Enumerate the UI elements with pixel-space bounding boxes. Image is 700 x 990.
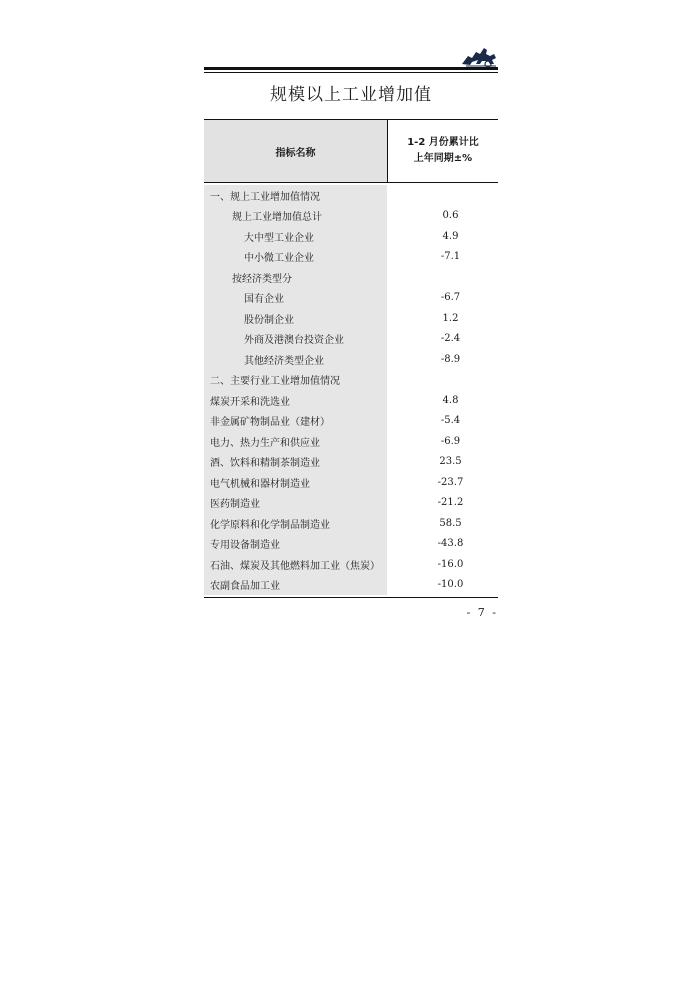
row-label: 其他经济类型企业 xyxy=(204,349,387,370)
row-label: 股份制企业 xyxy=(204,308,387,329)
column-header-value xyxy=(388,120,498,182)
row-value: -6.9 xyxy=(440,435,461,447)
table-row xyxy=(204,349,498,370)
table-row xyxy=(204,370,498,391)
table-body xyxy=(204,183,498,597)
row-label: 医药制造业 xyxy=(204,493,387,514)
table-row xyxy=(204,411,498,432)
table-row xyxy=(204,247,498,268)
row-value: 1.2 xyxy=(442,312,459,324)
table-row xyxy=(204,226,498,247)
row-value: 58.5 xyxy=(439,517,462,529)
table-row xyxy=(204,534,498,555)
row-label: 大中型工业企业 xyxy=(204,226,387,247)
row-label: 中小微工业企业 xyxy=(204,247,387,268)
row-label: 石油、煤炭及其他燃料加工业（焦炭） xyxy=(204,554,387,575)
row-label: 电气机械和器材制造业 xyxy=(204,472,387,493)
data-table xyxy=(204,119,498,598)
row-value: -43.8 xyxy=(437,538,464,550)
table-row xyxy=(204,390,498,411)
row-value: -16.0 xyxy=(437,558,464,570)
page-number: - 7 - xyxy=(466,606,498,619)
table-row xyxy=(204,206,498,227)
row-value: 0.6 xyxy=(442,210,459,222)
row-value: -7.1 xyxy=(440,251,461,263)
column-header-value-line2: 上年同期±% xyxy=(413,153,473,164)
row-label: 二、主要行业工业增加值情况 xyxy=(204,370,387,391)
row-value: -23.7 xyxy=(437,476,464,488)
row-label: 规上工业增加值总计 xyxy=(204,206,387,227)
table-row xyxy=(204,513,498,534)
row-value: -10.0 xyxy=(437,579,464,591)
row-label: 外商及港澳台投资企业 xyxy=(204,329,387,350)
table-row xyxy=(204,452,498,473)
table-row xyxy=(204,185,498,206)
row-label: 煤炭开采和洗选业 xyxy=(204,390,387,411)
table-header xyxy=(204,120,498,183)
table-row xyxy=(204,554,498,575)
row-label: 酒、饮料和精制茶制造业 xyxy=(204,452,387,473)
row-value: -2.4 xyxy=(440,333,461,345)
table-row xyxy=(204,288,498,309)
row-value: -8.9 xyxy=(440,353,461,365)
table-row xyxy=(204,575,498,596)
column-header-value-line1: 1-2 月份累计比 xyxy=(407,137,479,148)
row-value: 23.5 xyxy=(439,456,462,468)
row-label: 一、规上工业增加值情况 xyxy=(204,185,387,206)
table-row xyxy=(204,431,498,452)
row-label: 按经济类型分 xyxy=(204,267,387,288)
row-label: 专用设备制造业 xyxy=(204,534,387,555)
row-value: -6.7 xyxy=(440,292,461,304)
page-title: 规模以上工业增加值 xyxy=(270,85,432,105)
column-header-name: 指标名称 xyxy=(204,120,388,182)
row-value: -21.2 xyxy=(437,497,464,509)
row-label: 化学原料和化学制品制造业 xyxy=(204,513,387,534)
row-label: 非金属矿物制品业（建材） xyxy=(204,411,387,432)
row-value: -5.4 xyxy=(440,415,461,427)
table-row xyxy=(204,329,498,350)
row-value: 4.8 xyxy=(442,394,459,406)
row-label: 电力、热力生产和供应业 xyxy=(204,431,387,452)
row-value: 4.9 xyxy=(442,230,459,242)
table-row xyxy=(204,267,498,288)
horse-chariot-logo-icon xyxy=(460,44,498,68)
header-rule-thin xyxy=(204,72,498,73)
row-label: 国有企业 xyxy=(204,288,387,309)
table-row xyxy=(204,493,498,514)
table-row xyxy=(204,472,498,493)
row-label: 农副食品加工业 xyxy=(204,575,387,596)
table-row xyxy=(204,308,498,329)
header-rule-thick xyxy=(204,67,498,70)
